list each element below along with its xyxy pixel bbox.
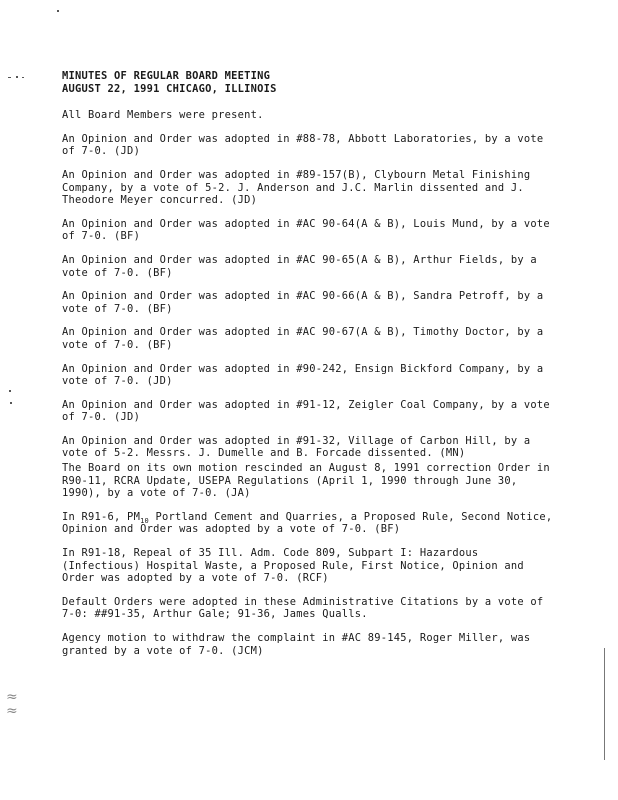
meeting-date-place: AUGUST 22, 1991 CHICAGO, ILLINOIS [62,82,277,95]
pm10-text-before: In R91-6, PM [62,510,141,523]
minutes-paragraph: An Opinion and Order was adopted in #AC 90-65(A & B), Arthur Fields, by a vote of 7-0. (BF) [62,253,537,279]
scan-speck [16,76,18,78]
minutes-paragraph: An Opinion and Order was adopted in #89-157(B), Clybourn Metal Finishing Company, by a vote of 5-2. J. Anderson and J.C. Marlin dissented and J. Theodore Meyer concurred. (JD) [62,168,531,207]
minutes-paragraph: All Board Members were present. [62,109,264,122]
scan-speck [22,77,24,78]
minutes-paragraph: Agency motion to withdraw the complaint in #AC 89-145, Roger Miller, was granted by a vote of 7-0. (JCM) [62,632,531,657]
document-heading [62,70,562,95]
minutes-paragraph: Default Orders were adopted in these Administrative Citations by a vote of 7-0: ##91-35, Arthur Gale; 91-36, James Qualls. [62,595,544,621]
minutes-paragraph: An Opinion and Order was adopted in #AC 90-66(A & B), Sandra Petroff, by a vote of 7-0. (BF) [62,290,544,315]
minutes-paragraph: The Board on its own motion rescinded an August 8, 1991 correction Order in R90-11, RCRA Update, USEPA Regulations (April 1, 1990 through June 30, 1990), by a vote of 7-0. (JA) [62,462,550,500]
minutes-paragraph: An Opinion and Order was adopted in #88-78, Abbott Laboratories, by a vote of 7-0. (JD) [62,132,544,158]
scan-speck [8,77,11,78]
pm10-subscript: 10 [140,516,150,525]
document-title: MINUTES OF REGULAR BOARD MEETING [62,70,271,82]
margin-scrawl: ≈ [6,689,18,705]
minutes-paragraph: An Opinion and Order was adopted in #90-242, Ensign Bickford Company, by a vote of 7-0. (JD) [62,362,544,388]
minutes-body [62,70,562,668]
minutes-paragraph: An Opinion and Order was adopted in #91-12, Zeigler Coal Company, by a vote of 7-0. (JD) [62,398,550,424]
minutes-paragraph: An Opinion and Order was adopted in #AC 90-67(A & B), Timothy Doctor, by a vote of 7-0. (BF) [62,326,544,351]
scan-speck [10,402,12,404]
minutes-paragraph-pm10 [62,511,562,536]
minutes-paragraph: In R91-18, Repeal of 35 Ill. Adm. Code 809, Subpart I: Hazardous (Infectious) Hospital Waste, a Proposed Rule, First Notice, Opinion and Order was adopted by a vote of 7-0. (RCF) [62,547,524,585]
right-margin-mark [604,648,605,760]
scan-speck [57,10,59,12]
pm10-text-after: Portland Cement and Quarries, a Proposed Rule, Second Notice, Opinion and Order was adopted by a vote of 7-0. (BF) [62,510,553,536]
margin-scrawl: ≈ [6,703,18,719]
scan-speck [9,390,11,392]
minutes-paragraph: An Opinion and Order was adopted in #AC 90-64(A & B), Louis Mund, by a vote of 7-0. (BF) [62,217,550,243]
minutes-paragraph: An Opinion and Order was adopted in #91-32, Village of Carbon Hill, by a vote of 5-2. Messrs. J. Dumelle and B. Forcade dissented. (MN) [62,434,531,460]
